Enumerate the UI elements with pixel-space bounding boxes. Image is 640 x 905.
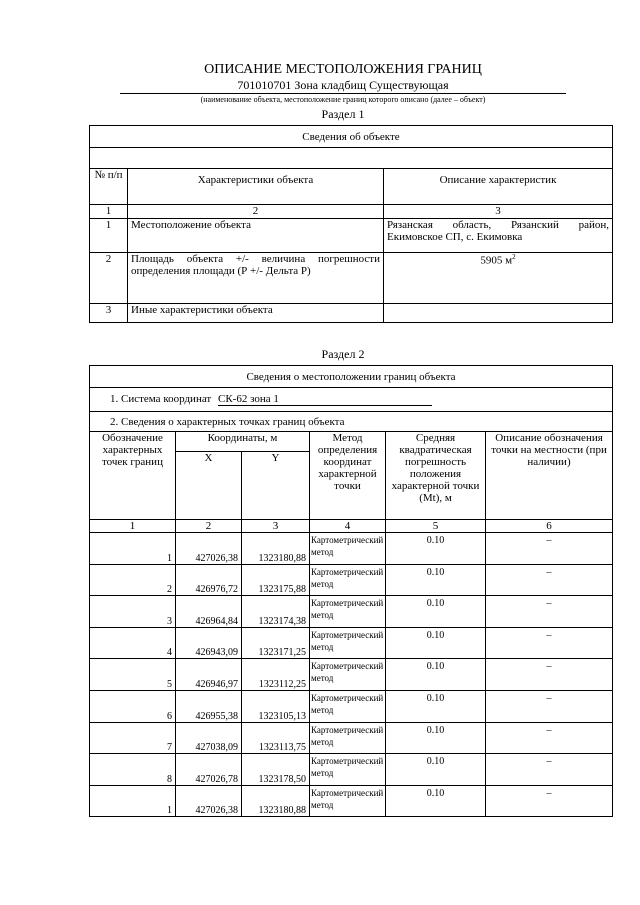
index-cell: 6 (486, 520, 613, 533)
underline-divider (120, 93, 566, 94)
object-info-heading: Сведения об объекте (90, 126, 613, 148)
point-description: – (486, 627, 613, 659)
header-point-description: Описание обозначения точки на местности (при наличии) (486, 432, 613, 520)
index-cell: 3 (242, 520, 310, 533)
x-coordinate: 427026,78 (176, 754, 242, 786)
table-row (90, 785, 613, 817)
coord-system-row (90, 388, 613, 412)
table-row (90, 690, 613, 722)
method-cell: Картометрический метод (310, 785, 386, 817)
error-cell: 0.10 (386, 596, 486, 628)
empty-row (90, 148, 613, 169)
point-id: 8 (90, 754, 176, 786)
y-coordinate: 1323112,25 (242, 659, 310, 691)
error-cell: 0.10 (386, 690, 486, 722)
point-description: – (486, 754, 613, 786)
table-row (90, 304, 613, 323)
table-row (90, 722, 613, 754)
point-id: 1 (90, 533, 176, 565)
point-description: – (486, 722, 613, 754)
section-2-title: Раздел 2 (321, 347, 365, 361)
method-cell: Картометрический метод (310, 754, 386, 786)
table-row (90, 596, 613, 628)
table-row (90, 219, 613, 253)
table-row (90, 627, 613, 659)
point-id: 4 (90, 627, 176, 659)
method-cell: Картометрический метод (310, 596, 386, 628)
table-row (90, 253, 613, 304)
point-id: 5 (90, 659, 176, 691)
points-label: 2. Сведения о характерных точках границ объекта (90, 412, 613, 432)
point-description: – (486, 785, 613, 817)
row-value (384, 253, 613, 304)
point-description: – (486, 564, 613, 596)
point-id: 1 (90, 785, 176, 817)
point-description: – (486, 690, 613, 722)
x-coordinate: 427026,38 (176, 533, 242, 565)
coord-system-value: СК-62 зона 1 (218, 393, 432, 406)
object-info-table (89, 125, 613, 323)
area-value: 5905 м (480, 254, 513, 267)
y-coordinate: 1323180,88 (242, 533, 310, 565)
x-coordinate: 426946,97 (176, 659, 242, 691)
object-name: 701010701 Зона кладбищ Существующая (237, 78, 449, 92)
row-num: 2 (90, 253, 128, 304)
method-cell: Картометрический метод (310, 564, 386, 596)
y-coordinate: 1323171,25 (242, 627, 310, 659)
header-coordinates: Координаты, м (176, 432, 310, 452)
point-id: 7 (90, 722, 176, 754)
index-cell: 2 (176, 520, 242, 533)
error-cell: 0.10 (386, 659, 486, 691)
table-row (90, 659, 613, 691)
x-coordinate: 426943,09 (176, 627, 242, 659)
y-coordinate: 1323180,88 (242, 785, 310, 817)
header-method: Метод определения координат характерной точки (310, 432, 386, 520)
header-characteristic: Характеристики объекта (128, 169, 384, 205)
index-cell: 1 (90, 205, 128, 219)
row-num: 1 (90, 219, 128, 253)
point-id: 6 (90, 690, 176, 722)
y-coordinate: 1323174,38 (242, 596, 310, 628)
point-id: 2 (90, 564, 176, 596)
index-cell: 4 (310, 520, 386, 533)
error-cell: 0.10 (386, 627, 486, 659)
x-coordinate: 426964,84 (176, 596, 242, 628)
method-cell: Картометрический метод (310, 690, 386, 722)
row-value (384, 304, 613, 323)
error-cell: 0.10 (386, 785, 486, 817)
header-error: Средняя квадратическая погрешность положения характерной точки (Mt), м (386, 432, 486, 520)
y-coordinate: 1323113,75 (242, 722, 310, 754)
point-id: 3 (90, 596, 176, 628)
x-coordinate: 426955,38 (176, 690, 242, 722)
y-coordinate: 1323178,50 (242, 754, 310, 786)
row-name: Площадь объекта +/- величина погрешности определения площади (Р +/- Дельта Р) (128, 253, 384, 304)
method-cell: Картометрический метод (310, 722, 386, 754)
method-cell: Картометрический метод (310, 627, 386, 659)
table-row (90, 533, 613, 565)
y-coordinate: 1323105,13 (242, 690, 310, 722)
point-description: – (486, 533, 613, 565)
x-coordinate: 427038,09 (176, 722, 242, 754)
index-cell: 2 (128, 205, 384, 219)
section-1-title: Раздел 1 (321, 107, 365, 121)
x-coordinate: 427026,38 (176, 785, 242, 817)
header-point: Обозначение характерных точек границ (90, 432, 176, 520)
method-cell: Картометрический метод (310, 659, 386, 691)
x-coordinate: 426976,72 (176, 564, 242, 596)
boundary-points-table (89, 365, 613, 817)
coord-system-label: 1. Система координат (110, 393, 212, 405)
error-cell: 0.10 (386, 722, 486, 754)
boundary-heading: Сведения о местоположении границ объекта (90, 366, 613, 388)
document-title: ОПИСАНИЕ МЕСТОПОЛОЖЕНИЯ ГРАНИЦ (204, 62, 482, 77)
point-description: – (486, 659, 613, 691)
row-num: 3 (90, 304, 128, 323)
header-x: X (176, 452, 242, 520)
table-row (90, 754, 613, 786)
error-cell: 0.10 (386, 564, 486, 596)
method-cell: Картометрический метод (310, 533, 386, 565)
index-cell: 3 (384, 205, 613, 219)
row-name: Иные характеристики объекта (128, 304, 384, 323)
area-unit-power: 2 (512, 253, 516, 261)
object-caption: (наименование объекта, местоположение границ которого описано (далее – объект) (200, 95, 486, 104)
header-num: № п/п (90, 169, 128, 205)
header-description: Описание характеристик (384, 169, 613, 205)
index-cell: 5 (386, 520, 486, 533)
row-value: Рязанская область, Рязанский район, Екимовское СП, с. Екимовка (384, 219, 613, 253)
error-cell: 0.10 (386, 533, 486, 565)
point-description: – (486, 596, 613, 628)
header-y: Y (242, 452, 310, 520)
table-row (90, 564, 613, 596)
row-name: Местоположение объекта (128, 219, 384, 253)
y-coordinate: 1323175,88 (242, 564, 310, 596)
error-cell: 0.10 (386, 754, 486, 786)
index-cell: 1 (90, 520, 176, 533)
